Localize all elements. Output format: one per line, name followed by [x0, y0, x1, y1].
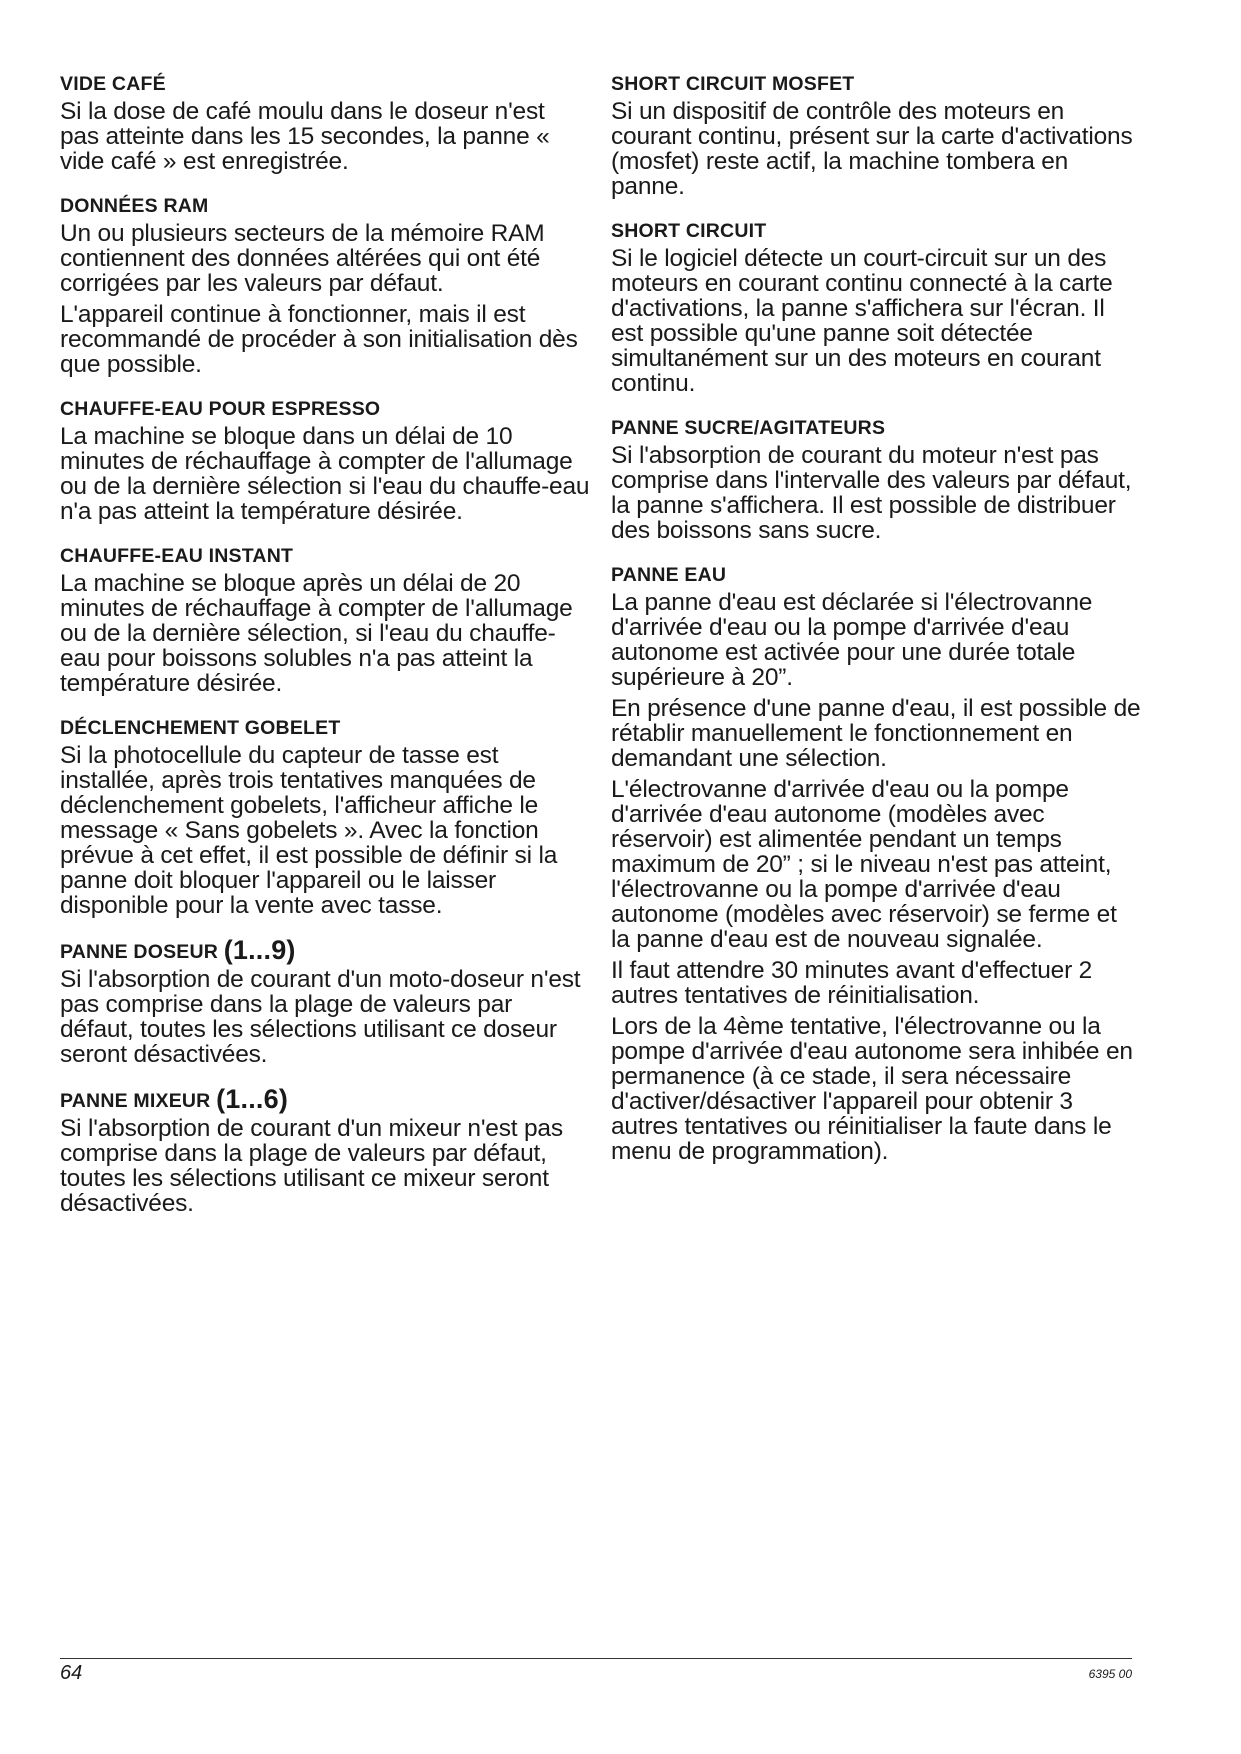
- section-heading: DONNÉES RAM: [60, 195, 209, 217]
- section-panne-mixeur: [60, 1084, 590, 1217]
- section-heading-suffix: (1...6): [216, 1084, 289, 1114]
- left-column: [60, 72, 590, 1236]
- right-column: [611, 72, 1141, 1184]
- footer-divider: [60, 1658, 1132, 1659]
- section-paragraph: La machine se bloque après un délai de 20 minutes de réchauffage à compter de l'allumage ou de la dernière sélection, si l'eau du chauffe-eau pour boissons solubles n'a pas atteint la température désirée.: [60, 570, 573, 697]
- section-paragraph: En présence d'une panne d'eau, il est possible de rétablir manuellement le fonctionnement en demandant une sélection.: [611, 695, 1141, 772]
- section-panne-eau: [611, 563, 1141, 1164]
- section-chauffe-eau-instant: [60, 544, 590, 696]
- section-paragraph: Si la photocellule du capteur de tasse est installée, après trois tentatives manquées de déclenchement gobelets, l'afficheur affiche le message « Sans gobelets ». Avec la fonction prévue à cet effet, il est possible de définir si la panne doit bloquer l'appareil ou le laisser disponible pour la vente avec tasse.: [60, 742, 558, 919]
- section-declenchement-gobelet: [60, 716, 590, 918]
- section-paragraph: Il faut attendre 30 minutes avant d'effectuer 2 autres tentatives de réinitialisation.: [611, 957, 1093, 1009]
- section-paragraph: Un ou plusieurs secteurs de la mémoire RAM contiennent des données altérées qui ont été corrigées par les valeurs par défaut.: [60, 220, 545, 297]
- section-heading: CHAUFFE-EAU INSTANT: [60, 545, 294, 567]
- section-heading: PANNE DOSEUR: [60, 941, 219, 963]
- section-paragraph: Si un dispositif de contrôle des moteurs en courant continu, présent sur la carte d'activations (mosfet) reste actif, la machine tombera en panne.: [611, 98, 1133, 200]
- section-paragraph: Si la dose de café moulu dans le doseur n'est pas atteinte dans les 15 secondes, la panne « vide café » est enregistrée.: [60, 98, 550, 175]
- section-paragraph: L'appareil continue à fonctionner, mais il est recommandé de procéder à son initialisation dès que possible.: [60, 301, 578, 378]
- section-heading-suffix: (1...9): [223, 935, 296, 965]
- section-heading: PANNE MIXEUR: [60, 1090, 211, 1112]
- section-panne-doseur: [60, 935, 590, 1068]
- section-heading: SHORT CIRCUIT: [611, 220, 767, 242]
- section-panne-sucre-agitateurs: [611, 416, 1141, 543]
- section-paragraph: La machine se bloque dans un délai de 10 minutes de réchauffage à compter de l'allumage ou de la dernière sélection si l'eau du chauffe-eau n'a pas atteint la température désirée.: [60, 423, 590, 525]
- section-short-circuit-mosfet: [611, 72, 1141, 199]
- document-code: 6395 00: [1088, 1667, 1132, 1681]
- page-number: 64: [60, 1662, 83, 1684]
- section-paragraph: Si le logiciel détecte un court-circuit sur un des moteurs en courant continu connecté à la carte d'activations, la panne s'affichera sur l'écran. Il est possible qu'une panne soit détectée simultanément sur un des moteurs en courant continu.: [611, 245, 1113, 397]
- section-paragraph: Si l'absorption de courant d'un moto-doseur n'est pas comprise dans la plage de valeurs par défaut, toutes les sélections utilisant ce doseur seront désactivées.: [60, 966, 581, 1068]
- section-paragraph: La panne d'eau est déclarée si l'électrovanne d'arrivée d'eau ou la pompe d'arrivée d'eau autonome est activée pour une durée totale supérieure à 20”.: [611, 589, 1093, 691]
- section-short-circuit: [611, 219, 1141, 396]
- section-paragraph: Si l'absorption de courant d'un mixeur n'est pas comprise dans la plage de valeurs par défaut, toutes les sélections utilisant ce mixeur seront désactivées.: [60, 1115, 563, 1217]
- section-paragraph: L'électrovanne d'arrivée d'eau ou la pompe d'arrivée d'eau autonome (modèles avec réservoir) est alimentée pendant un temps maximum de 20” ; si le niveau n'est pas atteint, l'électrovanne ou la pompe d'arrivée d'eau autonome (modèles avec réservoir) se ferme et la panne d'eau est de nouveau signalée.: [611, 776, 1117, 953]
- section-heading: PANNE SUCRE/AGITATEURS: [611, 417, 886, 439]
- section-vide-cafe: [60, 72, 590, 174]
- section-paragraph: Lors de la 4ème tentative, l'électrovanne ou la pompe d'arrivée d'eau autonome sera inhibée en permanence (à ce stade, il sera nécessaire d'activer/désactiver l'appareil pour obtenir 3 autres tentatives ou réinitialiser la faute dans le menu de programmation).: [611, 1013, 1133, 1165]
- section-heading: PANNE EAU: [611, 564, 727, 586]
- section-heading: CHAUFFE-EAU POUR ESPRESSO: [60, 398, 381, 420]
- section-heading: VIDE CAFÉ: [60, 73, 166, 95]
- section-heading-row: [60, 1084, 590, 1114]
- section-heading: DÉCLENCHEMENT GOBELET: [60, 717, 341, 739]
- section-chauffe-eau-espresso: [60, 397, 590, 524]
- section-paragraph: Si l'absorption de courant du moteur n'est pas comprise dans l'intervalle des valeurs par défaut, la panne s'affichera. Il est possible de distribuer des boissons sans sucre.: [611, 442, 1132, 544]
- section-heading-row: [60, 935, 590, 965]
- section-heading: SHORT CIRCUIT MOSFET: [611, 73, 855, 95]
- section-donnees-ram: [60, 194, 590, 377]
